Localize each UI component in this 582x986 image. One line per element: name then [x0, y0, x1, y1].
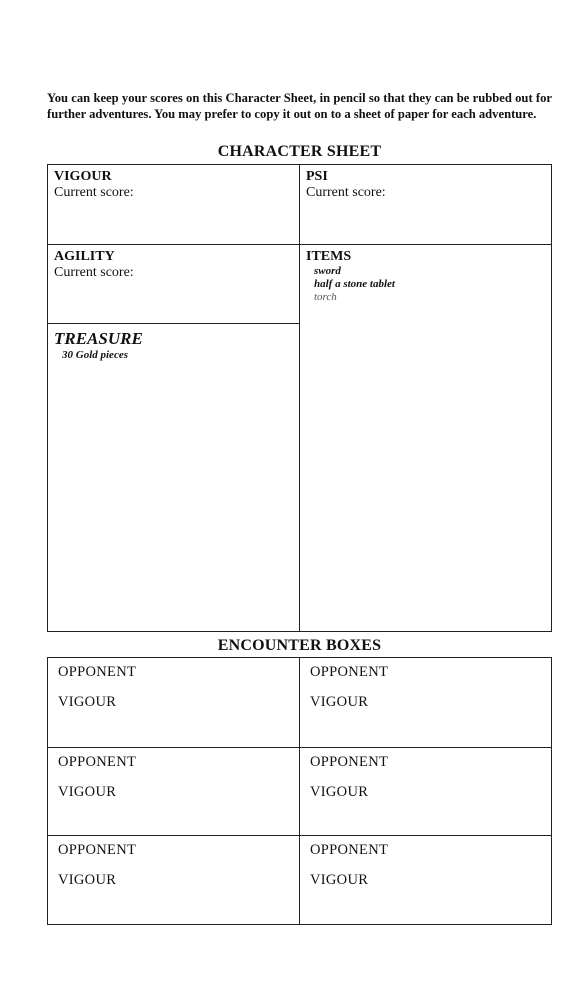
- agility-box[interactable]: [48, 245, 300, 324]
- psi-box[interactable]: [300, 165, 551, 245]
- vigour-label: VIGOUR: [310, 872, 369, 888]
- vigour-label: VIGOUR: [58, 784, 117, 800]
- encounter-box-6[interactable]: [300, 836, 551, 924]
- vigour-label: VIGOUR: [58, 872, 117, 888]
- character-sheet: [47, 164, 552, 632]
- treasure-box[interactable]: [48, 324, 300, 631]
- item-sword: sword: [314, 265, 341, 277]
- encounter-box-4[interactable]: [300, 748, 551, 836]
- vigour-title: VIGOUR: [54, 169, 112, 184]
- opponent-label: OPPONENT: [310, 754, 389, 770]
- encounter-box-1[interactable]: [48, 658, 300, 748]
- psi-title: PSI: [306, 169, 328, 184]
- opponent-label: OPPONENT: [310, 842, 389, 858]
- character-sheet-heading: CHARACTER SHEET: [217, 143, 382, 160]
- item-torch: torch: [314, 291, 337, 303]
- agility-current-score-label: Current score:: [54, 265, 134, 280]
- opponent-label: OPPONENT: [58, 754, 137, 770]
- opponent-label: OPPONENT: [58, 842, 137, 858]
- encounter-boxes-heading: ENCOUNTER BOXES: [217, 637, 382, 654]
- vigour-label: VIGOUR: [58, 694, 117, 710]
- vigour-current-score-label: Current score:: [54, 185, 134, 200]
- encounter-boxes: [47, 657, 552, 925]
- opponent-label: OPPONENT: [310, 664, 389, 680]
- vigour-label: VIGOUR: [310, 694, 369, 710]
- encounter-box-5[interactable]: [48, 836, 300, 924]
- encounter-box-3[interactable]: [48, 748, 300, 836]
- encounter-box-2[interactable]: [300, 658, 551, 748]
- item-half-stone-tablet: half a stone tablet: [314, 278, 395, 290]
- treasure-value: 30 Gold pieces: [62, 349, 128, 361]
- vigour-box[interactable]: [48, 165, 300, 245]
- vigour-label: VIGOUR: [310, 784, 369, 800]
- intro-text: You can keep your scores on this Character Sheet, in pencil so that they can be rubbed out for further adventures. You may prefer to copy it out on to a sheet of paper for each adventure.: [47, 91, 552, 121]
- items-box[interactable]: [300, 245, 551, 631]
- opponent-label: OPPONENT: [58, 664, 137, 680]
- agility-title: AGILITY: [54, 249, 115, 264]
- items-title: ITEMS: [306, 249, 352, 264]
- treasure-title: TREASURE: [54, 329, 143, 348]
- psi-current-score-label: Current score:: [306, 185, 386, 200]
